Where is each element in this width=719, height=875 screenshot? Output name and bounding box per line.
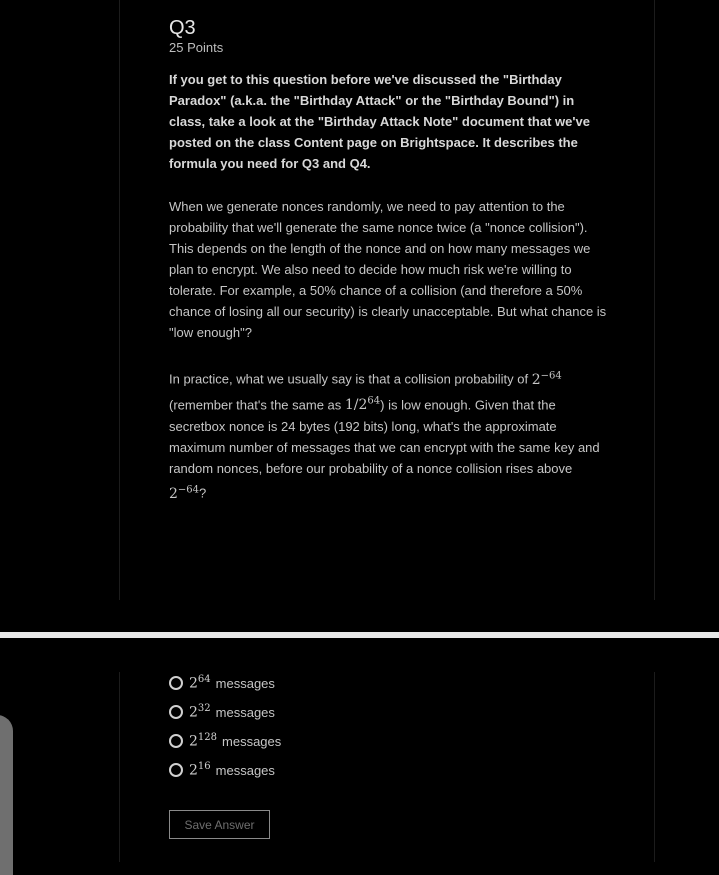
question-title: Q3 — [169, 17, 196, 39]
question-points: 25 Points — [169, 40, 224, 55]
birthday-note: If you get to this question before we've discussed the "Birthday Paradox" (a.k.a. the "Birthday Attack" or the "Birthday Bound") in class, take a look at the "Birthday Attack Note" document that we've posted on the class Content page on Brightspace. It describes the formula you need for Q3 and Q4. — [169, 72, 590, 171]
question-paragraph-2 — [169, 365, 609, 505]
radio-button-icon[interactable] — [169, 705, 183, 719]
math-1-over-2-64: $1/2^{64}$ — [344, 395, 381, 414]
paragraph-2-text-1: In practice, what we usually say is that a collision probability of — [169, 371, 532, 387]
question-paragraph-1: When we generate nonces randomly, we need to pay attention to the probability that we'll generate the same nonce twice (a "nonce collision"). This depends on the length of the nonce and on how many messages we plan to encrypt. We also need to decide how much risk we're willing to tolerate. For example, a 50% chance of a collision (and therefore a 50% chance of losing all our security) is clearly unacceptable. But what chance is "low enough"? — [169, 199, 607, 340]
option-2-16[interactable]: $2^{16}$ messages — [169, 759, 275, 781]
option-2-32[interactable]: $2^{32}$ messages — [169, 701, 275, 723]
option-2-128[interactable]: $2^{128}$ messages — [169, 730, 281, 752]
option-2-64[interactable]: $2^{64}$ messages — [169, 672, 275, 694]
radio-button-icon[interactable] — [169, 734, 183, 748]
radio-button-icon[interactable] — [169, 676, 183, 690]
save-answer-button[interactable]: Save Answer — [169, 810, 270, 839]
paragraph-2-text-4: ? — [199, 485, 207, 501]
radio-button-icon[interactable] — [169, 763, 183, 777]
paragraph-2-text-2: (remember that's the same as — [169, 397, 345, 413]
side-tab[interactable] — [0, 715, 13, 875]
math-2-neg64-b: $2^{-64}$ — [169, 484, 200, 502]
paragraph-2-text-3: ) is low enough. Given that the secretbox nonce is 24 bytes (192 bits) long, what's the approximate maximum number of messages that we can encrypt with the same key and random nonces, before our probability of a nonce collision rises above — [169, 397, 600, 477]
section-divider — [0, 632, 719, 638]
math-2-neg64: $2^{-64}$ — [531, 370, 562, 388]
